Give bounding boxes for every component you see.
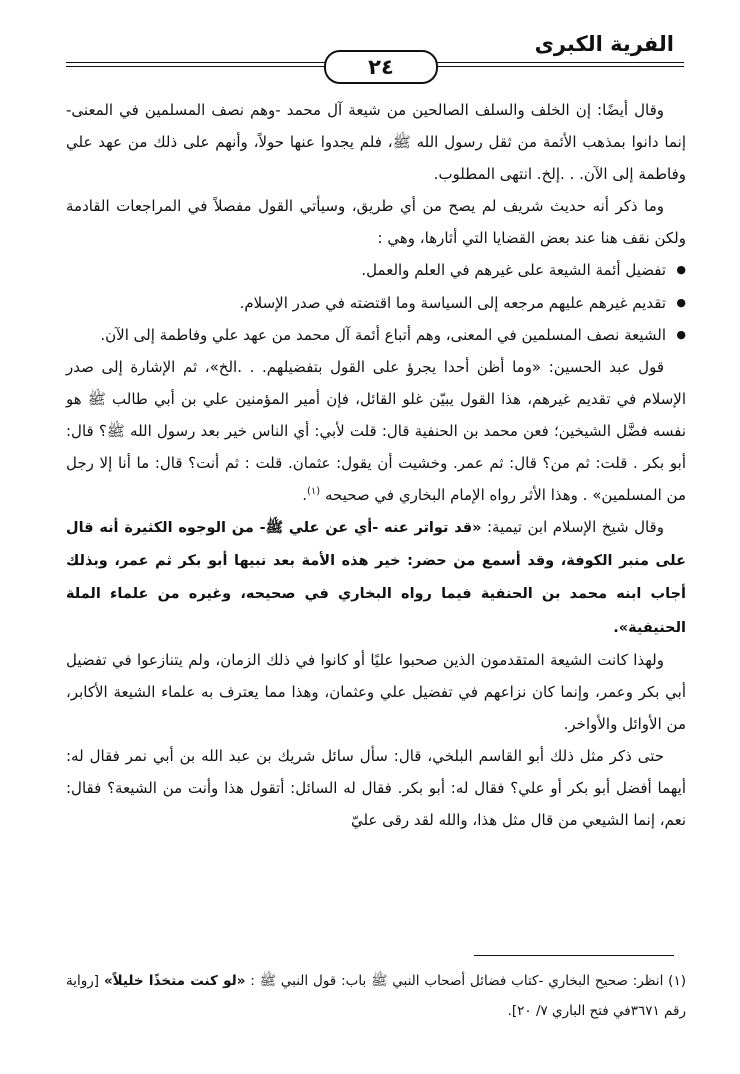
footnote-rule <box>474 955 674 956</box>
body-text <box>66 94 686 836</box>
paragraph-3-end: . <box>302 486 307 505</box>
footnote-quote: «لو كنت متخذًا خليلاً» <box>103 973 246 989</box>
page-number: ٢٤ <box>324 50 438 84</box>
bullet-item-3: ● الشيعة نصف المسلمين في المعنى، وهم أتباع أئمة آل محمد من عهد علي وفاطمة إلى الآن. <box>66 319 686 351</box>
paragraph-4-intro: وقال شيخ الإسلام ابن تيمية: <box>486 518 664 537</box>
ibn-taymiyya-quote: «قد تواتر عنه -أي عن علي ﷺ- من الوجوه الكثيرة أنه قال على منبر الكوفة، وقد أسمع من حضر: خير هذه الأمة بعد نبيها أبو بكر ثم عمر، وبذلك أجاب ابنه محمد بن الحنفية فيما رواه البخاري في صحيحه، وغيره من علماء الملة الحنيفية». <box>66 520 686 636</box>
paragraph-3 <box>66 351 686 511</box>
footnote-text: (١) انظر: صحيح البخاري -كتاب فضائل أصحاب النبي ﷺ باب: قول النبي ﷺ : <box>250 973 686 989</box>
paragraph-1: وقال أيضًا: إن الخلف والسلف الصالحين من شيعة آل محمد -وهم نصف المسلمين في المعنى- إنما دانوا بمذهب الأئمة من ثقل رسول الله ﷺ، فلم يجدوا عنها حولاً، وأنهم على ذلك من عهد علي وفاطمة إلى الآن. . .إلخ. انتهى المطلوب. <box>66 101 686 184</box>
bullet-item-2: ● تقديم غيرهم عليهم مرجعه إلى السياسة وما اقتضته في صدر الإسلام. <box>66 287 686 319</box>
footnote-reference: [رواية رقم ٣٦٧١في فتح الباري ٧/ ٢٠]. <box>66 973 686 1019</box>
paragraph-4 <box>66 511 686 643</box>
paragraph-5: ولهذا كانت الشيعة المتقدمون الذين صحبوا عليًا أو كانوا في ذلك الزمان، ولم يتنازعوا في تفضيل أبي بكر وعمر، وإنما كان نزاعهم في تفضيل علي وعثمان، وهذا مما يعترف به علماء الشيعة الأكابر، من الأوائل والأواخر. <box>66 650 686 733</box>
footnote-ref-1[interactable]: (١) <box>307 486 321 498</box>
running-title: الفرية الكبرى <box>534 32 674 56</box>
footnote-1 <box>66 966 686 1026</box>
paragraph-6: حتى ذكر مثل ذلك أبو القاسم البلخي، قال: سأل سائل شريك بن عبد الله بن أبي نمر فقال له: أيهما أفضل أبو بكر أو علي؟ فقال له: أبو بكر. فقال له السائل: أتقول هذا وأنت من الشيعة؟ فقال: نعم، إنما الشيعي من قال مثل هذا، والله لقد رقى عليّ <box>66 746 686 830</box>
paragraph-2: وما ذكر أنه حديث شريف لم يصح من أي طريق، وسيأتي القول مفصلاً في المراجعات القادمة ولكن نقف هنا عند بعض القضايا التي أثارها، وهي : <box>66 197 686 248</box>
paragraph-3-text: قول عبد الحسين: «وما أظن أحدا يجرؤ على القول بتفضيلهم. . .الخ»، ثم الإشارة إلى صدر الإسلام في تقديم غيرهم، هذا القول يبيّن غلو القائل، فإن أمير المؤمنين علي بن أبي طالب ﷺ هو نفسه فضَّل الشيخين؛ فعن محمد بن الحنفية قال: قلت لأبي: أي الناس خير بعد رسول الله ﷺ؟ قال: أبو بكر . قلت: ثم من؟ قال: ثم عمر. وخشيت أن يقول: عثمان. قلت : ثم أنت؟ قال: ما أنا إلا رجل من المسلمين» . وهذا الأثر رواه الإمام البخاري في صحيحه <box>66 357 686 505</box>
bullet-item-1: ● تفضيل أئمة الشيعة على غيرهم في العلم والعمل. <box>66 254 686 286</box>
